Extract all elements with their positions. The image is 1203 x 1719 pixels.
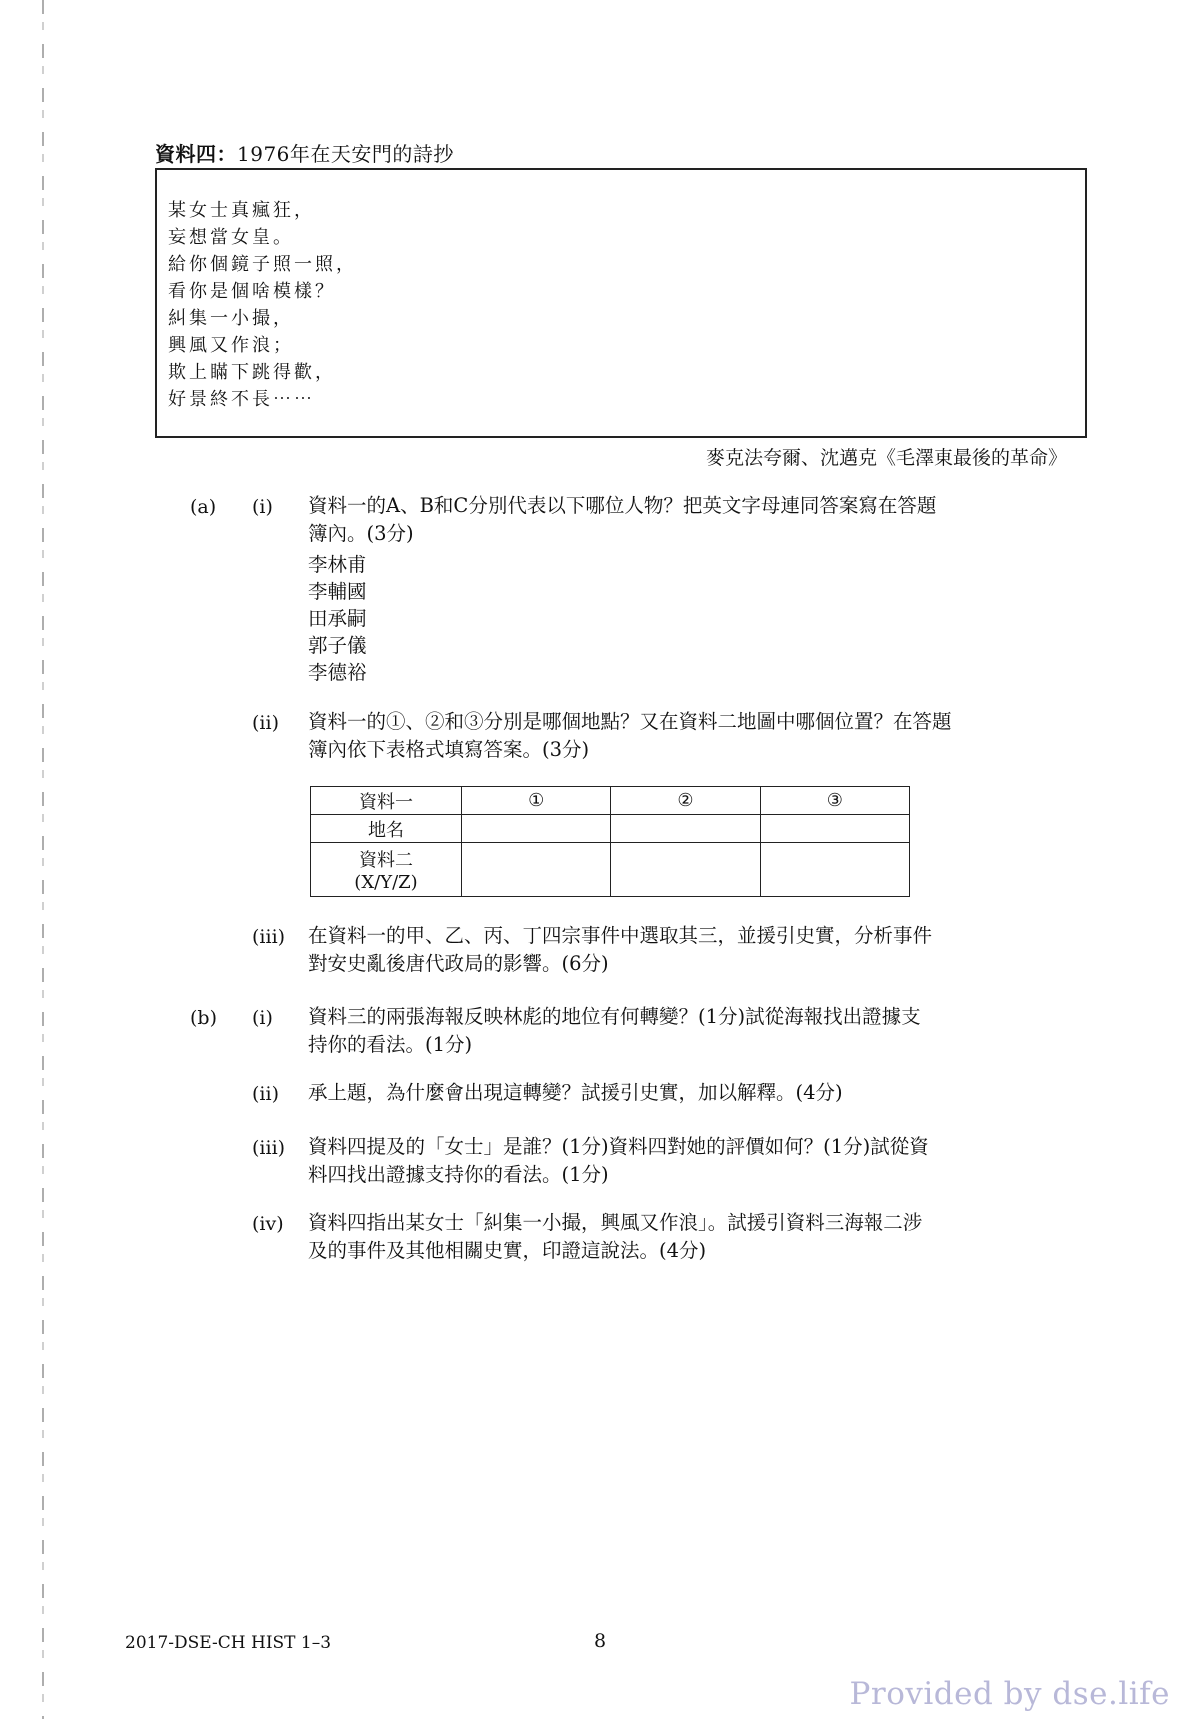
poem-line: 好景終不長⋯⋯ [168, 389, 315, 410]
poem-line: 某女士真瘋狂， [168, 200, 315, 221]
poem-line: 給你個鏡子照一照， [168, 254, 357, 275]
question-line: 資料四提及的「女士」是誰？(1分)資料四對她的評價如何？(1分)試從資 [308, 1135, 929, 1158]
person-option: 李輔國 [308, 580, 367, 603]
source-label: 資料四： [155, 142, 237, 166]
question-text [308, 1133, 929, 1189]
poem-line: 看你是個啥模樣？ [168, 281, 336, 302]
question-number: (iii) [252, 926, 286, 948]
question-text [308, 492, 936, 548]
person-option: 田承嗣 [308, 607, 367, 630]
question-text [308, 1003, 921, 1059]
question-line: 承上題，為什麼會出現這轉變？試援引史實，加以解釋。(4分) [308, 1081, 843, 1104]
question-line: 資料四指出某女士「糾集一小撮，興風又作浪」。試援引資料三海報二涉 [308, 1211, 923, 1234]
question-line: 在資料一的甲、乙、丙、丁四宗事件中選取其三，並援引史實，分析事件 [308, 924, 933, 947]
source-title-text: 1976年在天安門的詩抄 [237, 142, 454, 166]
part-a-label: (a) [190, 496, 217, 518]
question-line: 簿內依下表格式填寫答案。(3分) [308, 738, 590, 761]
question-number: (ii) [252, 1083, 279, 1105]
question-line: 資料一的A、B和C分別代表以下哪位人物？把英文字母連同答案寫在答題 [308, 494, 937, 517]
question-number: (i) [252, 496, 273, 518]
paper-code: 2017-DSE-CH HIST 1–3 [125, 1633, 332, 1653]
source-citation: 麥克法夸爾、沈邁克《毛澤東最後的革命》 [705, 447, 1067, 469]
table-cell [462, 815, 611, 843]
poem-line: 糾集一小撮， [168, 308, 294, 329]
table-row-label: 地名 [311, 815, 462, 843]
person-option: 李德裕 [308, 661, 367, 684]
table-cell [760, 815, 909, 843]
table-cell [462, 843, 611, 897]
question-line: 及的事件及其他相關史實，印證這說法。(4分) [308, 1239, 707, 1262]
question-number: (i) [252, 1007, 273, 1029]
table-cell [611, 815, 760, 843]
person-option: 郭子儀 [308, 634, 367, 657]
page-number: 8 [594, 1630, 607, 1652]
poem-line: 欺上瞞下跳得歡， [168, 362, 336, 383]
question-text [308, 922, 932, 978]
question-line: 簿內。(3分) [308, 522, 414, 545]
question-number: (iv) [252, 1213, 284, 1235]
table-cell [760, 843, 909, 897]
question-text [308, 1209, 922, 1265]
poem-line: 妄想當女皇。 [168, 227, 294, 248]
question-line: 持你的看法。(1分) [308, 1033, 473, 1056]
question-text [308, 708, 952, 764]
question-line: 資料一的①、②和③分別是哪個地點？又在資料二地圖中哪個位置？在答題 [308, 710, 952, 733]
question-number: (ii) [252, 712, 279, 734]
question-line: 資料三的兩張海報反映林彪的地位有何轉變？(1分)試從海報找出證據支 [308, 1005, 921, 1028]
person-option: 李林甫 [308, 553, 367, 576]
part-b-label: (b) [190, 1007, 217, 1029]
question-number: (iii) [252, 1137, 286, 1159]
table-header-cell: ① [462, 787, 611, 815]
watermark: Provided by dse.life [849, 1676, 1170, 1712]
table-cell [611, 843, 760, 897]
poem-box [155, 168, 1087, 438]
table-header-cell: ② [611, 787, 760, 815]
question-line: 料四找出證據支持你的看法。(1分) [308, 1163, 609, 1186]
table-header-cell: 資料一 [311, 787, 462, 815]
question-line: 對安史亂後唐代政局的影響。(6分) [308, 952, 609, 975]
source-title [155, 138, 454, 167]
table-row-label-line: 資料二 [359, 850, 413, 871]
table-row-label-line: (X/Y/Z) [354, 872, 418, 893]
answer-table [310, 786, 910, 897]
table-header-cell: ③ [760, 787, 909, 815]
poem-line: 興風又作浪； [168, 335, 294, 356]
question-text [308, 1079, 843, 1107]
scan-edge-artifact [42, 0, 44, 1719]
table-row-label [311, 843, 462, 897]
